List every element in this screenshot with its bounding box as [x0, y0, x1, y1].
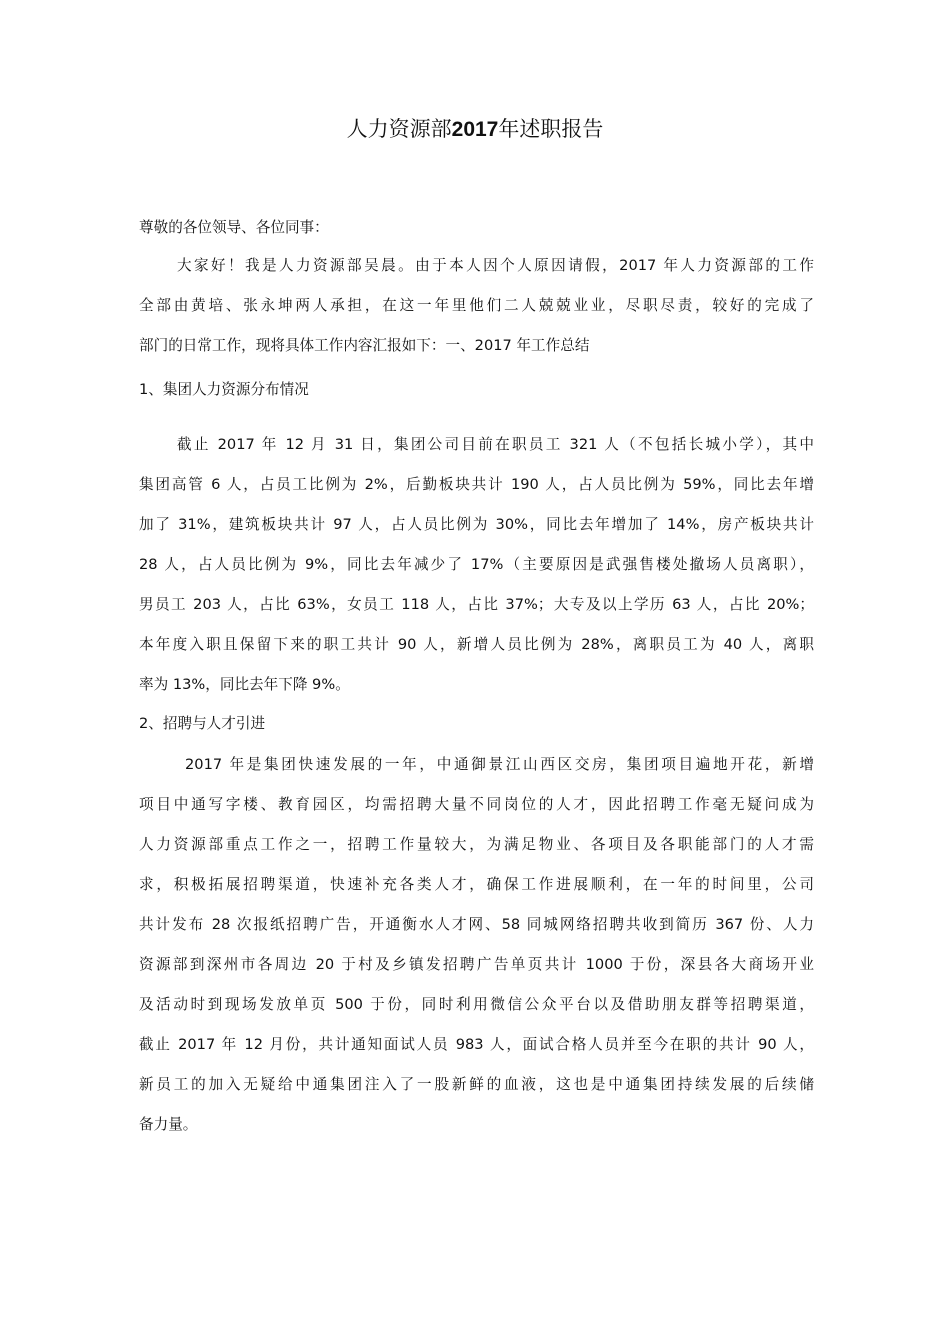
section-1-paragraph-line: 截止 2017 年 12 月 31 日，集团公司目前在职员工 321 人（不包括长城小学），其中	[177, 436, 814, 453]
document-title	[0, 112, 950, 147]
section-2-paragraph-line: 截止 2017 年 12 月份，共计通知面试人员 983 人，面试合格人员并至今在职的共计 90 人，	[139, 1036, 814, 1053]
greeting: 尊敬的各位领导、各位同事：	[139, 219, 329, 236]
section-1-heading: 1、集团人力资源分布情况	[139, 381, 309, 398]
section-2-paragraph-line: 新员工的加入无疑给中通集团注入了一股新鲜的血液，这也是中通集团持续发展的后续储	[139, 1076, 814, 1093]
intro-paragraph-line: 全部由黄培、张永坤两人承担，在这一年里他们二人兢兢业业，尽职尽责，较好的完成了	[139, 297, 814, 314]
section-1-paragraph-line: 率为 13%，同比去年下降 9%。	[139, 676, 350, 693]
section-2-paragraph-line: 备力量。	[139, 1116, 198, 1133]
section-2-paragraph-line: 项目中通写字楼、教育园区，均需招聘大量不同岗位的人才，因此招聘工作毫无疑问成为	[139, 796, 814, 813]
section-2-paragraph-line: 资源部到深州市各周边 20 于村及乡镇发招聘广告单页共计 1000 于份，深县各大商场开业	[139, 956, 814, 973]
section-2-paragraph-line: 人力资源部重点工作之一，招聘工作量较大，为满足物业、各项目及各职能部门的人才需	[139, 836, 814, 853]
title-year: 2017	[451, 118, 499, 141]
section-1-paragraph-line: 加了 31%，建筑板块共计 97 人，占人员比例为 30%，同比去年增加了 14%，房产板块共计	[139, 516, 814, 533]
intro-paragraph-line: 部门的日常工作，现将具体工作内容汇报如下：一、2017 年工作总结	[139, 337, 590, 354]
title-text-after: 年述职报告	[498, 117, 604, 141]
title-text-before: 人力资源部	[346, 117, 452, 141]
section-1-paragraph-line: 本年度入职且保留下来的职工共计 90 人，新增人员比例为 28%，离职员工为 40 人，离职	[139, 636, 814, 653]
section-1-paragraph-line: 28 人，占人员比例为 9%，同比去年减少了 17%（主要原因是武强售楼处撤场人员离职），	[139, 556, 814, 573]
section-2-paragraph-line: 及活动时到现场发放单页 500 于份，同时利用微信公众平台以及借助朋友群等招聘渠道，	[139, 996, 814, 1013]
section-2-heading: 2、招聘与人才引进	[139, 715, 266, 732]
section-1-paragraph-line: 男员工 203 人，占比 63%，女员工 118 人，占比 37%；大专及以上学历 63 人，占比 20%；	[139, 596, 814, 613]
section-2-paragraph-line: 共计发布 28 次报纸招聘广告，开通衡水人才网、58 同城网络招聘共收到简历 367 份、人力	[139, 916, 814, 933]
section-1-paragraph-line: 集团高管 6 人，占员工比例为 2%，后勤板块共计 190 人，占人员比例为 59%，同比去年增	[139, 476, 814, 493]
intro-paragraph-line: 大家好！我是人力资源部吴晨。由于本人因个人原因请假，2017 年人力资源部的工作	[177, 257, 814, 274]
section-2-paragraph-line: 2017 年是集团快速发展的一年，中通御景江山西区交房，集团项目遍地开花，新增	[185, 756, 814, 773]
section-2-paragraph-line: 求，积极拓展招聘渠道，快速补充各类人才，确保工作进展顺利，在一年的时间里，公司	[139, 876, 814, 893]
